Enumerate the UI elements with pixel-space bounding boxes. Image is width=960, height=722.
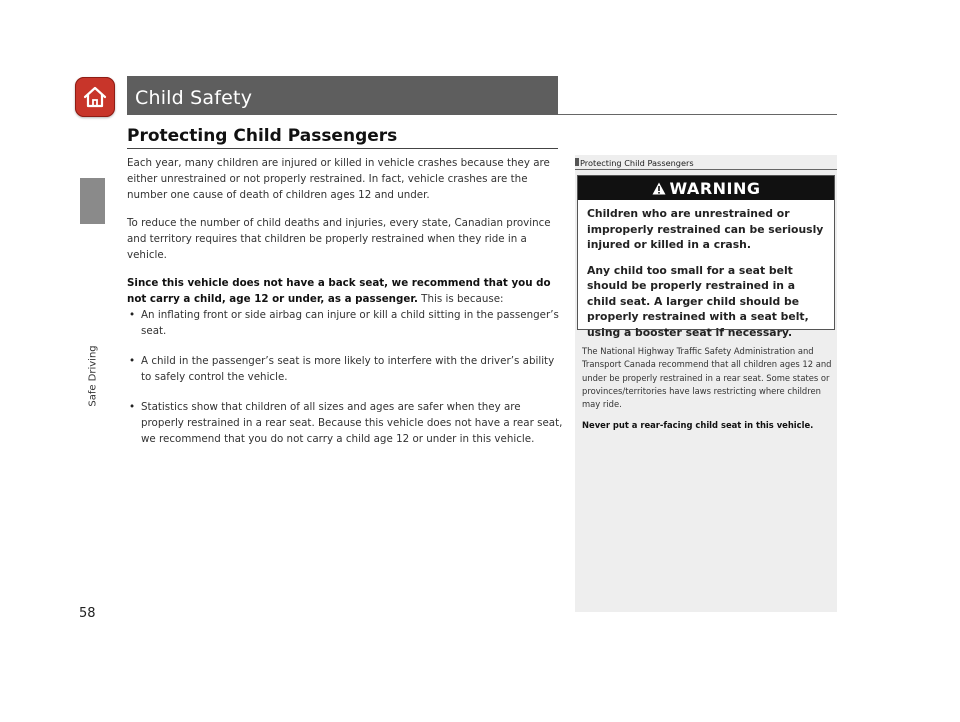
main-column	[127, 155, 563, 461]
reference-marker-icon	[575, 158, 579, 166]
warning-header	[578, 176, 834, 200]
sidebar-reference-title: Protecting Child Passengers	[575, 155, 837, 170]
warning-text: Children who are unrestrained or improperly restrained can be seriously injured or killed in a crash.	[587, 207, 824, 251]
home-button[interactable]	[75, 77, 115, 117]
sidebar-notes	[575, 155, 837, 612]
warning-label: WARNING	[669, 178, 761, 198]
sidebar-note: The National Highway Traffic Safety Administration and Transport Canada recommend that all children ages 12 and under be properly restrained in a rear seat. Some states or provinces/territories have laws restricting where children may ride.	[582, 346, 832, 410]
chapter-title: Child Safety	[135, 87, 253, 109]
paragraph: Each year, many children are injured or killed in vehicle crashes because they are either unrestrained or not properly restrained. In fact, vehicle crashes are the number one cause of death of children ages 12 and under.	[127, 157, 550, 201]
sidebar-note-bold: Never put a rear-facing child seat in this vehicle.	[582, 420, 814, 431]
chapter-title-bar	[127, 76, 558, 115]
section-tab[interactable]	[80, 178, 105, 224]
sidebar-text	[582, 345, 832, 441]
title-rule	[558, 114, 837, 115]
bullet-list	[127, 307, 563, 447]
home-icon	[82, 85, 108, 109]
section-heading: Protecting Child Passengers	[127, 126, 398, 146]
warning-triangle-icon	[652, 182, 666, 195]
lead-rest: This is because:	[417, 293, 504, 305]
warning-box	[577, 175, 835, 339]
page-number: 58	[79, 606, 96, 621]
list-item: • An inflating front or side airbag can injure or kill a child sitting in the passenger’s seat.	[127, 307, 563, 339]
heading-rule	[127, 148, 558, 149]
warning-body	[587, 206, 827, 350]
lead-paragraph	[127, 275, 563, 307]
paragraph: To reduce the number of child deaths and injuries, every state, Canadian province and territory requires that children be properly restrained when they ride in a vehicle.	[127, 217, 551, 261]
warning-text: Any child too small for a seat belt should be properly restrained in a child seat. A larger child should be properly restrained with a seat belt, using a booster seat if necessary.	[587, 263, 809, 339]
list-item: • Statistics show that children of all sizes and ages are safer when they are properly restrained in a rear seat. Because this vehicle does not have a rear seat, we recommend that you do not carry a child age 12 or under in this vehicle.	[127, 399, 563, 447]
lead-bold: Since this vehicle does not have a back seat, we recommend that you do not carry a child, age 12 or under, as a passenger.	[127, 277, 551, 305]
section-label: Safe Driving	[87, 345, 99, 407]
list-item: • A child in the passenger’s seat is more likely to interfere with the driver’s ability to safely control the vehicle.	[127, 353, 563, 385]
